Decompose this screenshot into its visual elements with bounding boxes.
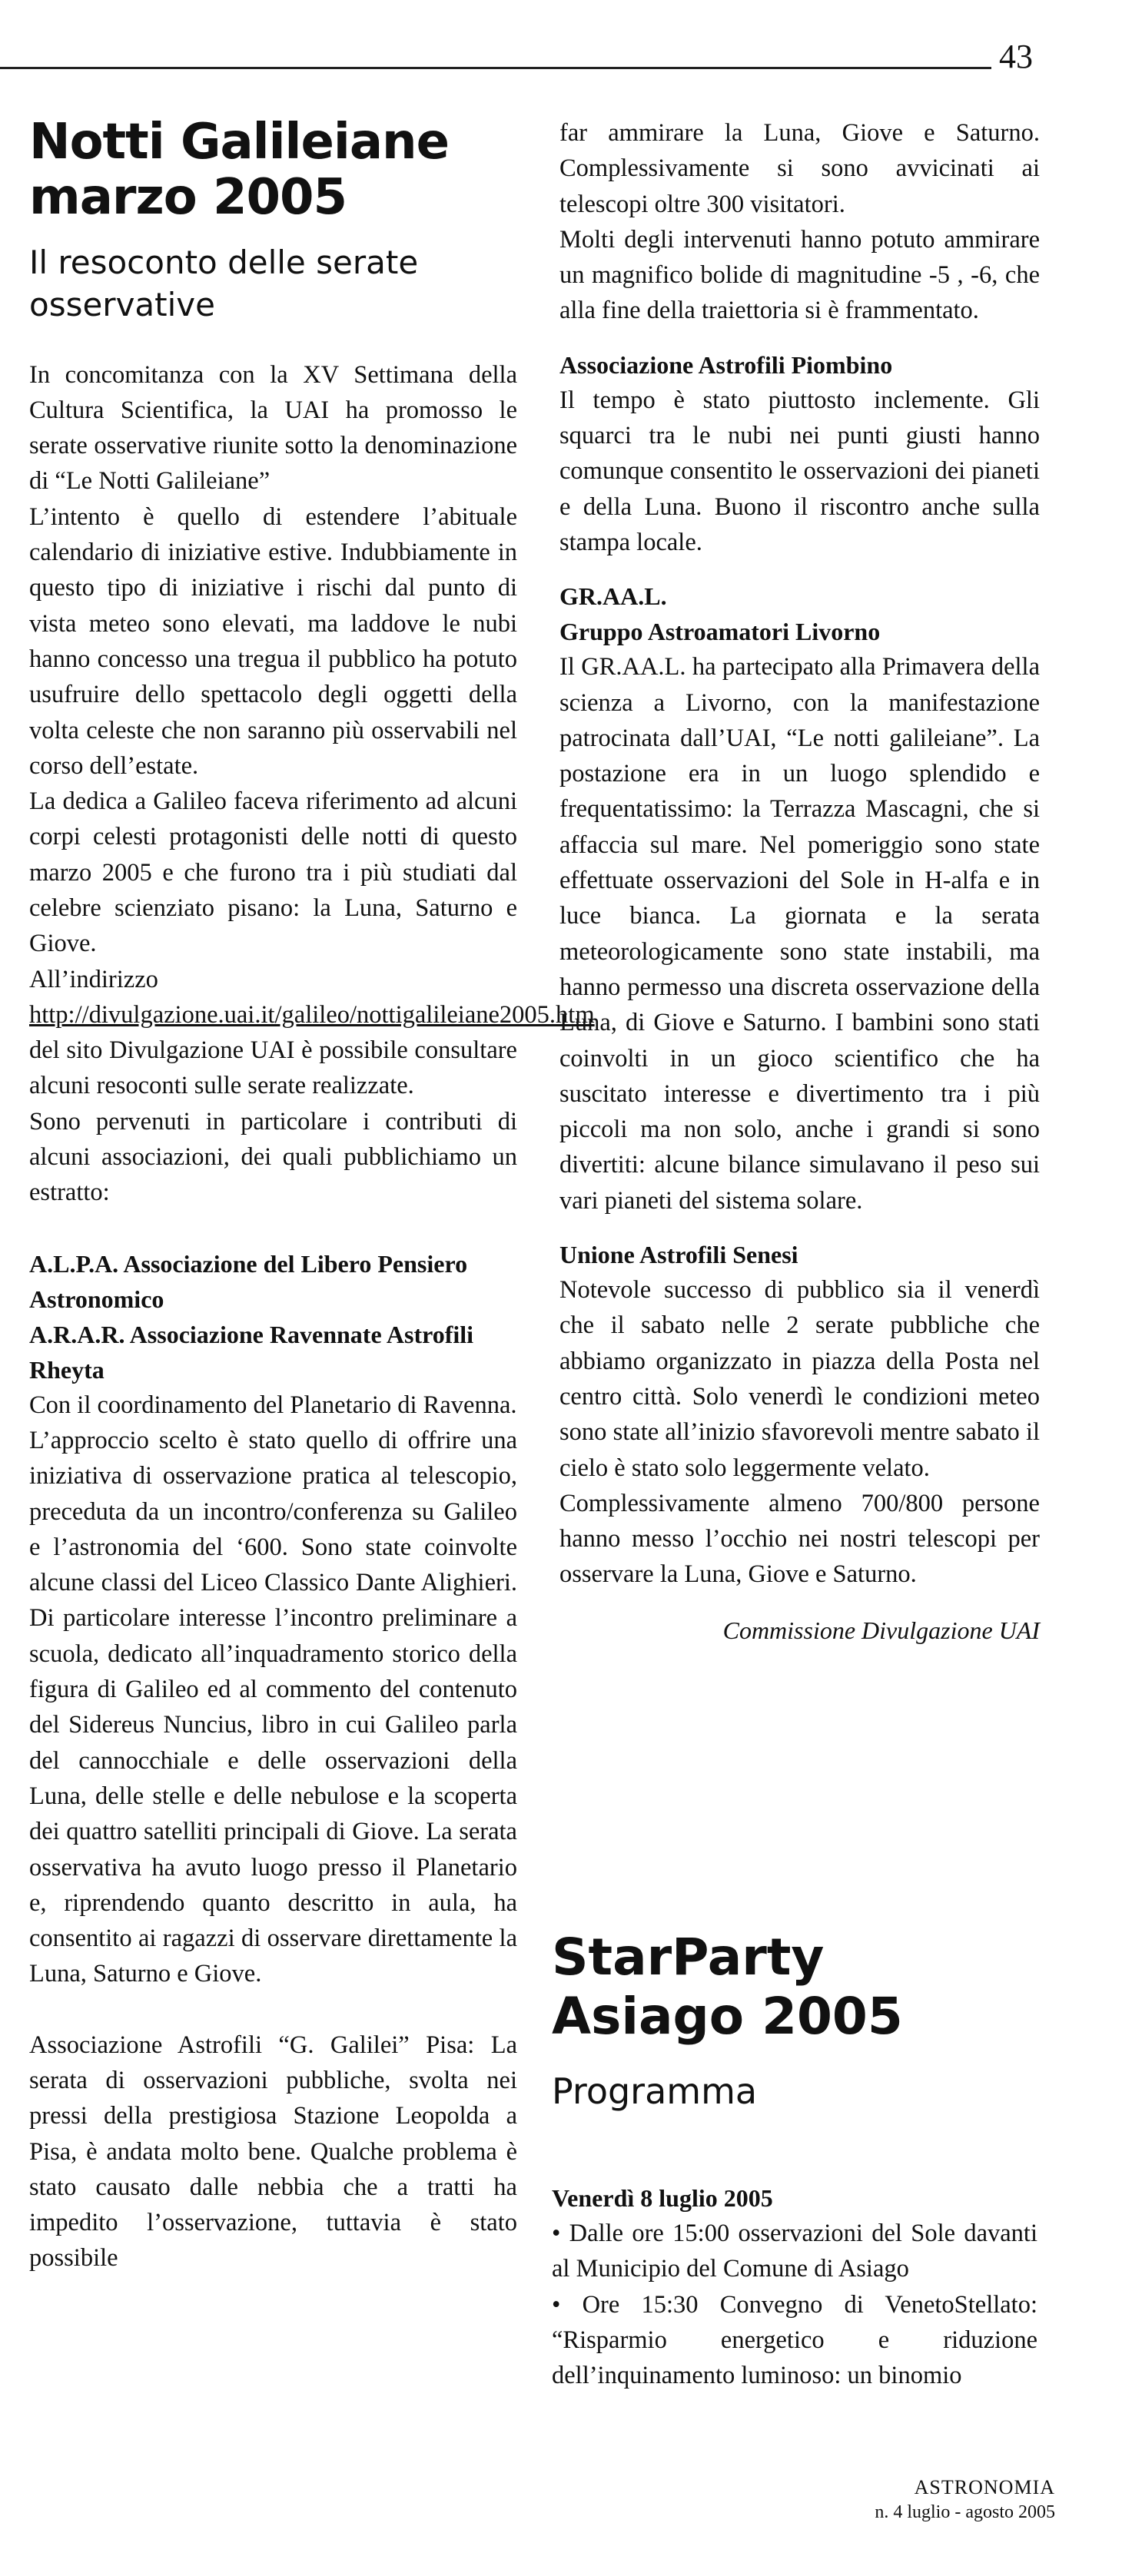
senesi-paragraph-1: Notevole successo di pubblico sia il venerdì che il sabato nelle 2 serate pubbliche che abbiamo organizzato in piazza della Posta nel centro città. Solo venerdì le condizioni meteo sono state all’inizio sfavorevoli mentre sabato il cielo è stato solo leggermente velato. — [559, 1276, 1040, 1482]
starparty-header — [552, 1928, 1044, 2147]
piombino-heading: Associazione Astrofili Piombino — [559, 350, 893, 379]
arar-paragraph-2: L’approccio scelto è stato quello di offrire una iniziativa di osservazione pratica al telescopio, preceduta da un incontro/conferenza su Galileo e l’astronomia del ‘600. Sono state coinvolte alcune classi del Liceo Classico Dante Alighieri. Di particolare interesse l’incontro preliminare a scuola, dedicato all’inquadramento storico della figura di Galileo ed al commento del contenuto del Sidereus Nuncius, libro in cui Galileo parla del cannocchiale e delle osservazioni della Luna, delle stelle e delle nebulose e la scoperta dei quattro satelliti principali di Giove. La serata osservativa ha avuto luogo presso il Planetario e, riprendendo quanto descritto in aula, ha consentito ai ragazzi di osservare direttamente la Luna, Saturno e Giove. — [29, 1426, 517, 1988]
arar-heading: A.R.A.R. Associazione Ravennate Astrofili Rheyta — [29, 1320, 474, 1384]
senesi-heading: Unione Astrofili Senesi — [559, 1241, 798, 1269]
divulgazione-link[interactable]: http://divulgazione.uai.it/galileo/nottigalileiane2005.htm — [29, 1000, 595, 1029]
alpa-heading: A.L.P.A. Associazione del Libero Pensiero Astronomico — [29, 1249, 468, 1313]
intro-paragraph-2: L’intento è quello di estendere l’abituale calendario di iniziative estive. Indubbiamente in questo tipo di iniziative i rischi dal punto di vista meteo sono elevati, ma laddove le nubi hanno concesso una tregua il pubblico ha potuto usufruire dello spettacolo degli oggetti della volta celeste che non saranno più osservabili nel corso dell’estate. — [29, 502, 517, 780]
programme-item-1: • Dalle ore 15:00 osservazioni del Sole davanti al Municipio del Comune di Asiago — [552, 2220, 1037, 2283]
top-rule — [0, 67, 991, 69]
pisa-continued-1: far ammirare la Luna, Giove e Saturno. Complessivamente si sono avvicinati ai telescopi oltre 300 visitatori. — [559, 119, 1040, 218]
graal-text: Il GR.AA.L. ha partecipato alla Primavera della scienza a Livorno, con la manifestazione patrocinata dall’UAI, “Le notti galileiane”. La postazione era in un luogo splendido e frequentatissimo: la Terrazza Mascagni, che si affaccia sul mare. Nel pomeriggio sono state effettuate osservazioni del Sole in H-alfa e in luce bianca. La giornata e la serata meteorologicamente sono state instabili, ma hanno permesso una discreta osservazione della Luna, di Giove e Saturno. I bambini sono stati coinvolti in un gioco scientifico che ha suscitato interesse e divertimento tra i più piccoli ma non solo, anche i grandi si sono divertiti: alcune bilance simulavano il peso sui vari pianeti del sistema solare. — [559, 653, 1040, 1215]
contributions-intro: Sono pervenuti in particolare i contributi di alcuni associazioni, dei quali pubblichiamo un estratto: — [29, 1107, 517, 1207]
senesi-paragraph-2: Complessivamente almeno 700/800 persone hanno messo l’occhio nei nostri telescopi per osservare la Luna, Giove e Saturno. — [559, 1489, 1040, 1589]
left-column — [29, 114, 595, 2276]
starparty-title-line1: StarParty — [552, 1928, 825, 1987]
intro-paragraph-3: La dedica a Galileo faceva riferimento ad alcuni corpi celesti protagonisti delle notti di questo marzo 2005 e che furono tra i più studiati dal celebre scienziato pisano: la Luna, Saturno e Giove. — [29, 787, 517, 958]
signature: Commissione Divulgazione UAI — [722, 1616, 1040, 1644]
spacer — [559, 1218, 1040, 1237]
magazine-name: ASTRONOMIA — [914, 2476, 1055, 2498]
piombino-text: Il tempo è stato piuttosto inclemente. Gli squarci tra le nubi nei punti giusti hanno comunque consentito le osservazioni dei pianeti e della Luna. Buono il riscontro anche sulla stampa locale. — [559, 386, 1040, 556]
link-intro: All’indirizzo — [29, 965, 158, 993]
spacer — [29, 1992, 517, 2027]
pisa-paragraph: Associazione Astrofili “G. Galilei” Pisa: La serata di osservazioni pubbliche, svolta nei pressi della prestigiosa Stazione Leopolda a Pisa, è andata molto bene. Qualche problema è stato causato dalle nebbia che a tratti ha impedito l’osservazione, tuttavia è stato possibile — [29, 2031, 517, 2273]
article-title — [29, 115, 517, 225]
graal-subheading: Gruppo Astroamatori Livorno — [559, 618, 881, 646]
right-column — [559, 115, 1040, 1648]
spacer — [559, 329, 1040, 347]
article-title-line1: Notti Galileiane — [29, 114, 449, 171]
programme-item-2: • Ore 15:30 Convegno di VenetoStellato: “Risparmio energetico e riduzione dell’inquinamento luminoso: un binomio — [552, 2290, 1037, 2390]
programme — [552, 2180, 1037, 2393]
link-outro: del sito Divulgazione UAI è possibile consultare alcuni resoconti sulle serate realizzate. — [29, 1036, 517, 1100]
starparty-title — [552, 1928, 1044, 2046]
pisa-continued-2: Molti degli intervenuti hanno potuto ammirare un magnifico bolide di magnitudine -5 , -6, che alla fine della traiettoria si è frammentato. — [559, 225, 1040, 325]
issue-info: n. 4 luglio - agosto 2005 — [875, 2502, 1055, 2522]
graal-heading: GR.AA.L. — [559, 582, 667, 611]
starparty-subtitle: Programma — [552, 2070, 758, 2113]
page-number: 43 — [999, 38, 1033, 75]
article-title-line2: marzo 2005 — [29, 168, 347, 226]
day-heading: Venerdì 8 luglio 2005 — [552, 2184, 773, 2212]
article-subtitle: Il resoconto delle serate osservative — [29, 244, 419, 323]
intro-paragraph-1: In concomitanza con la XV Settimana della Cultura Scientifica, la UAI ha promosso le serate osservative riunite sotto la denominazione di “Le Notti Galileiane” — [29, 360, 517, 496]
arar-paragraph-1: Con il coordinamento del Planetario di Ravenna. — [29, 1391, 517, 1419]
spacer — [29, 1211, 517, 1246]
starparty-title-line2: Asiago 2005 — [552, 1986, 903, 2046]
spacer — [559, 560, 1040, 579]
footer — [875, 2475, 1055, 2525]
link-paragraph — [29, 962, 595, 1104]
